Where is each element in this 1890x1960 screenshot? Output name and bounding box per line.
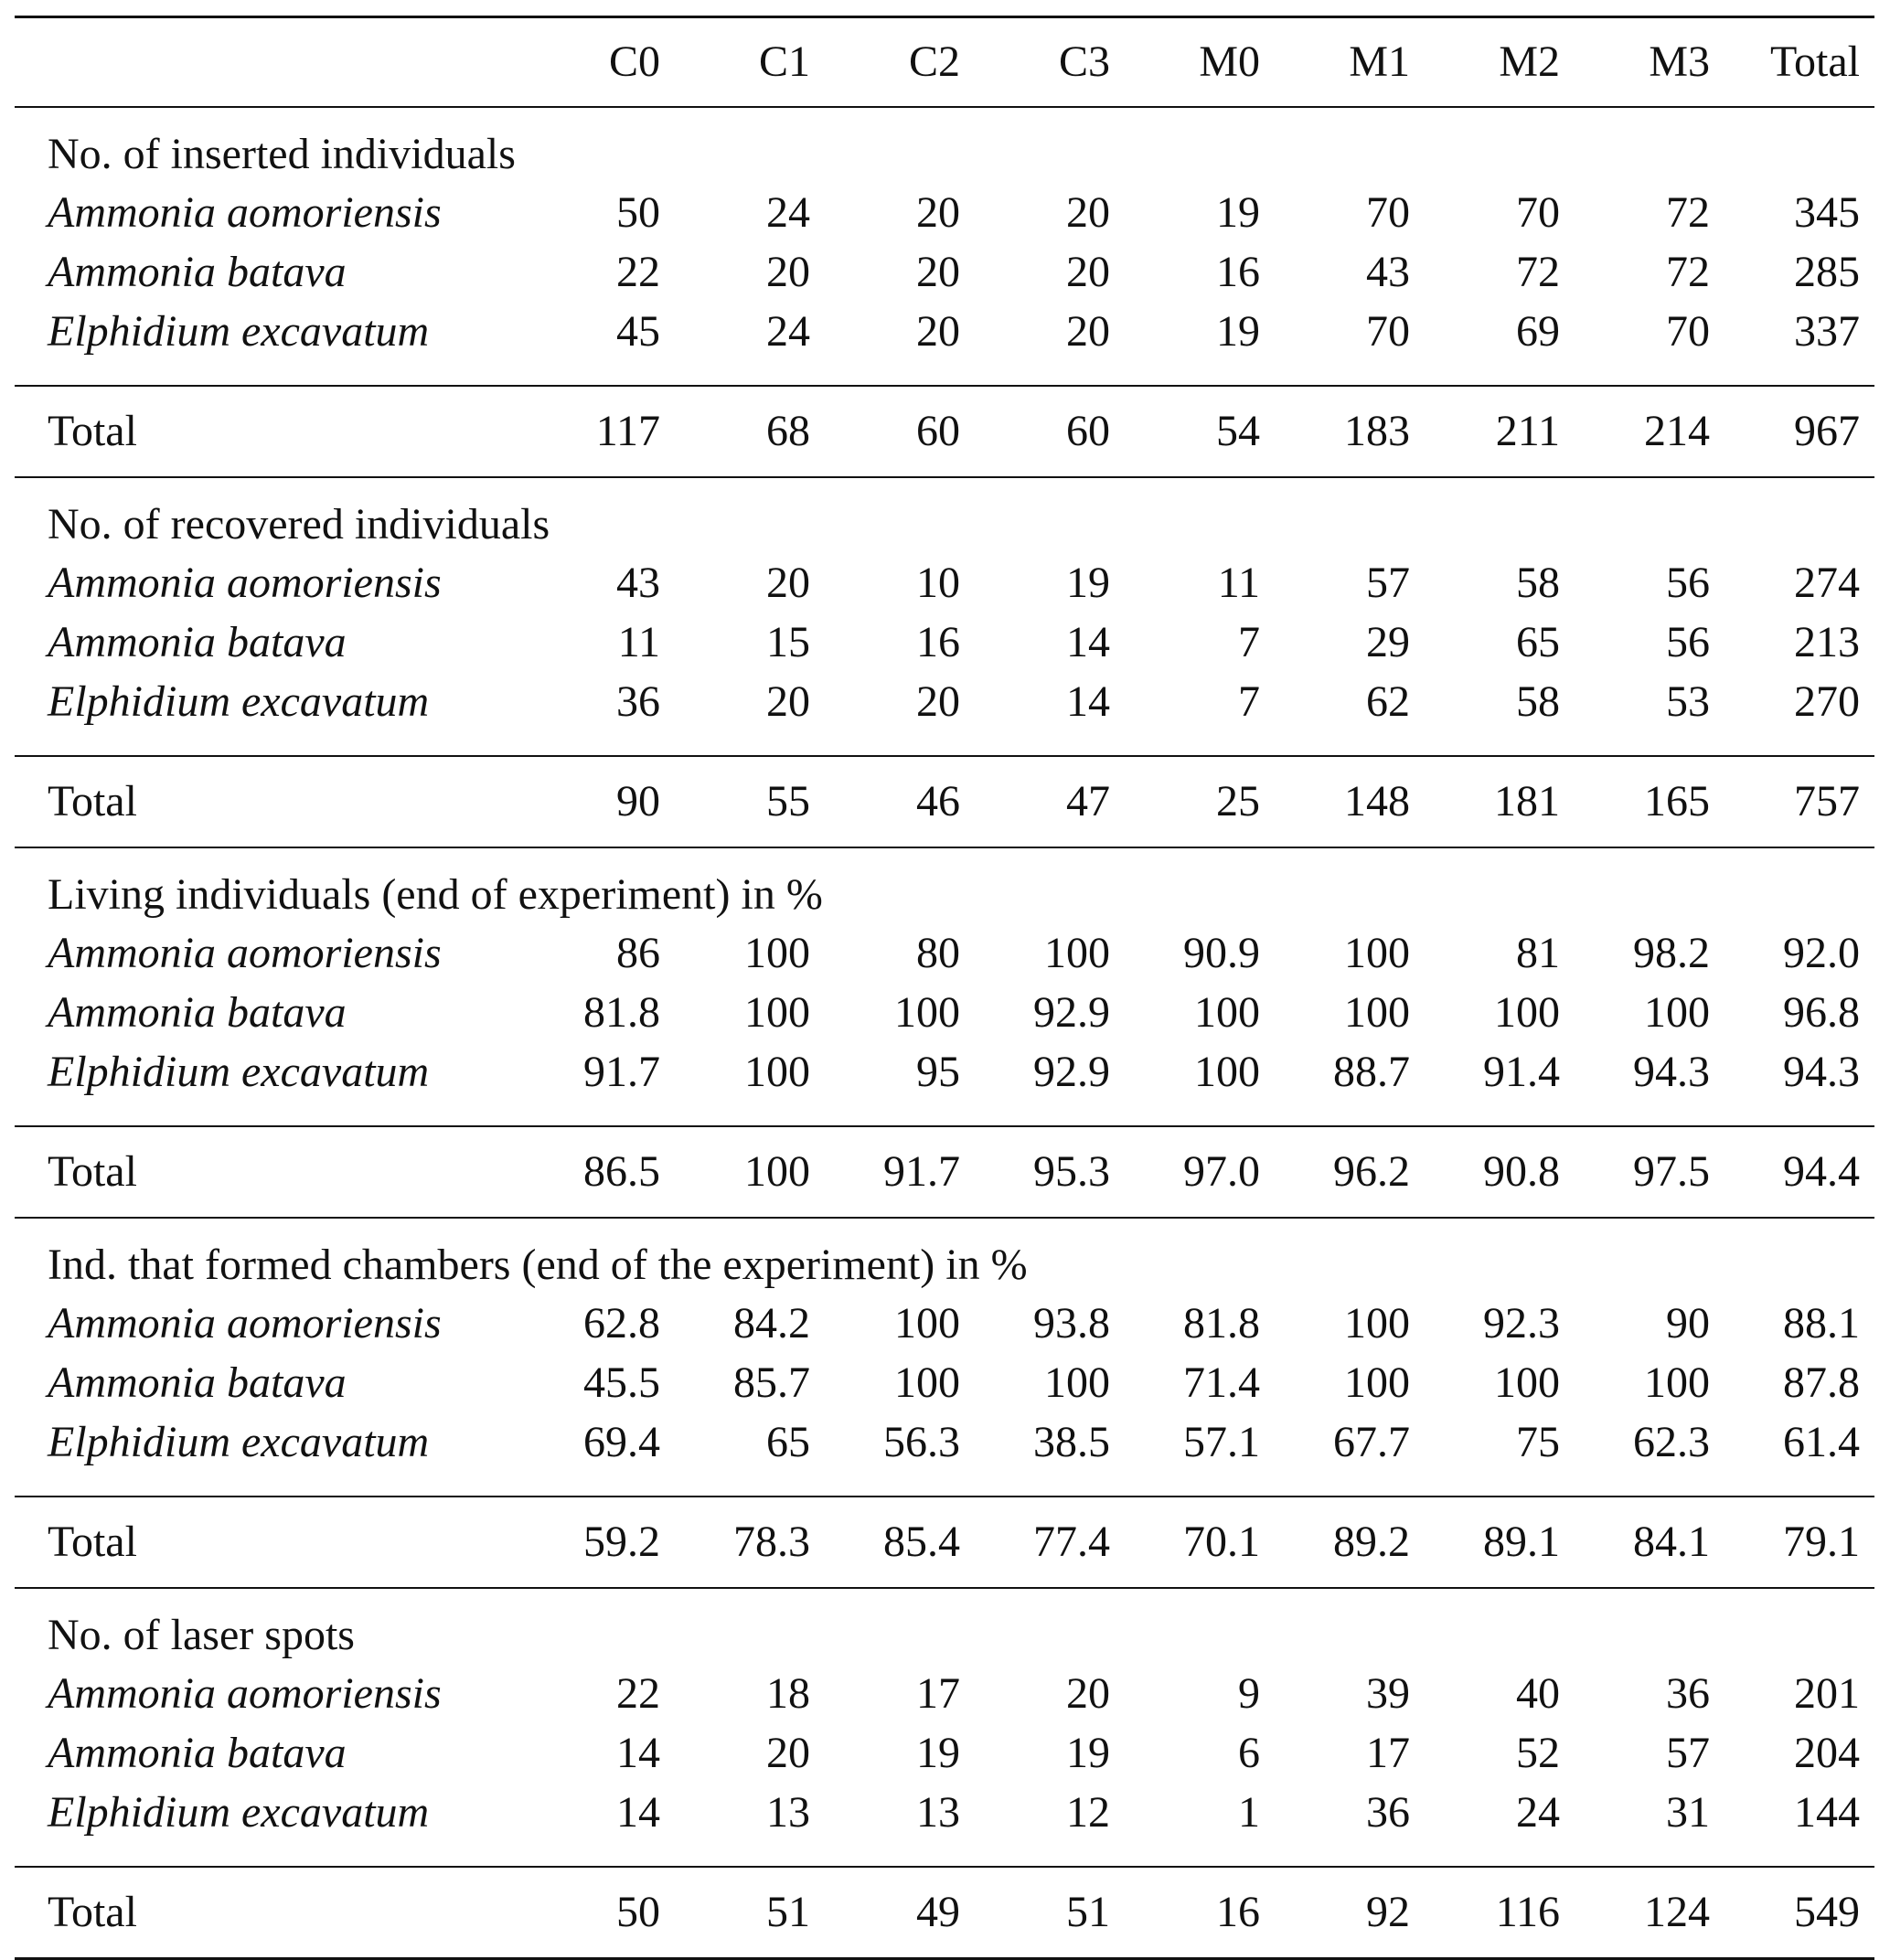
cell-c0: 45 — [616, 306, 660, 356]
cell-m0: 100 — [1194, 1047, 1260, 1096]
species-label: Ammonia aomoriensis — [48, 928, 442, 977]
species-row — [15, 183, 1874, 242]
cell-m0: 90.9 — [1183, 928, 1260, 977]
cell-m2: 70 — [1516, 187, 1560, 237]
cell-m2: 116 — [1495, 1888, 1560, 1936]
cell-c2: 49 — [916, 1888, 960, 1936]
species-label: Ammonia aomoriensis — [48, 558, 442, 607]
cell-m3: 31 — [1666, 1787, 1710, 1837]
cell-c0: 117 — [595, 407, 660, 455]
cell-c2: 16 — [916, 617, 960, 666]
cell-c1: 18 — [766, 1668, 810, 1718]
cell-c2: 46 — [916, 777, 960, 826]
cell-c2: 13 — [916, 1787, 960, 1837]
cell-m2: 58 — [1516, 558, 1560, 607]
cell-c3: 47 — [1066, 777, 1110, 826]
cell-c3: 77.4 — [1033, 1518, 1110, 1566]
cell-m1: 36 — [1366, 1787, 1410, 1837]
cell-m2: 91.4 — [1483, 1047, 1560, 1096]
cell-m3: 100 — [1644, 1358, 1710, 1407]
cell-c3: 19 — [1066, 558, 1110, 607]
cell-m1: 89.2 — [1333, 1518, 1410, 1566]
cell-c1: 51 — [766, 1888, 810, 1936]
cell-c1: 20 — [766, 558, 810, 607]
section-title: Ind. that formed chambers (end of the experiment) in % — [48, 1241, 1028, 1289]
cell-c0: 86.5 — [583, 1147, 660, 1196]
cell-c1: 20 — [766, 676, 810, 726]
cell-m2: 100 — [1494, 1358, 1560, 1407]
cell-c0: 50 — [616, 187, 660, 237]
cell-c2: 95 — [916, 1047, 960, 1096]
cell-m1: 100 — [1344, 928, 1410, 977]
table-body — [15, 108, 1874, 1960]
cell-m3: 214 — [1644, 407, 1710, 455]
cell-c1: 100 — [744, 1147, 810, 1196]
column-header-m0: M0 — [1199, 37, 1260, 86]
cell-total: 270 — [1794, 676, 1860, 726]
cell-c3: 92.9 — [1033, 987, 1110, 1037]
cell-total: 757 — [1794, 777, 1860, 826]
cell-c3: 20 — [1066, 187, 1110, 237]
cell-m1: 100 — [1344, 987, 1410, 1037]
cell-c2: 56.3 — [883, 1417, 960, 1466]
cell-m1: 100 — [1344, 1298, 1410, 1348]
cell-m2: 75 — [1516, 1417, 1560, 1466]
cell-total: 88.1 — [1783, 1298, 1860, 1348]
cell-m0: 71.4 — [1183, 1358, 1260, 1407]
species-label: Elphidium excavatum — [48, 676, 430, 726]
cell-m1: 39 — [1366, 1668, 1410, 1718]
cell-c2: 20 — [916, 676, 960, 726]
cell-m2: 69 — [1516, 306, 1560, 356]
total-label: Total — [48, 1888, 137, 1936]
cell-m2: 181 — [1494, 777, 1560, 826]
cell-c3: 100 — [1044, 928, 1110, 977]
cell-c0: 14 — [616, 1728, 660, 1777]
cell-m1: 70 — [1366, 187, 1410, 237]
cell-c2: 17 — [916, 1668, 960, 1718]
cell-c3: 92.9 — [1033, 1047, 1110, 1096]
species-label: Ammonia batava — [48, 247, 347, 296]
species-row — [15, 1042, 1874, 1102]
total-row — [15, 1497, 1874, 1587]
cell-c3: 20 — [1066, 306, 1110, 356]
cell-total: 96.8 — [1783, 987, 1860, 1037]
cell-c2: 20 — [916, 247, 960, 296]
cell-m3: 70 — [1666, 306, 1710, 356]
cell-c1: 65 — [766, 1417, 810, 1466]
cell-c1: 68 — [766, 407, 810, 455]
cell-c3: 95.3 — [1033, 1147, 1110, 1196]
cell-m1: 29 — [1366, 617, 1410, 666]
cell-total: 144 — [1794, 1787, 1860, 1837]
table-section — [15, 1589, 1874, 1960]
column-header-c1: C1 — [758, 37, 810, 86]
table-section — [15, 848, 1874, 1219]
cell-m1: 96.2 — [1333, 1147, 1410, 1196]
cell-c1: 20 — [766, 1728, 810, 1777]
cell-m0: 57.1 — [1183, 1417, 1260, 1466]
species-row — [15, 1294, 1874, 1353]
column-header-c0: C0 — [608, 37, 660, 86]
cell-m1: 183 — [1344, 407, 1410, 455]
species-label: Ammonia batava — [48, 1728, 347, 1777]
cell-c0: 22 — [616, 1668, 660, 1718]
cell-m3: 90 — [1666, 1298, 1710, 1348]
cell-c1: 24 — [766, 306, 810, 356]
cell-m1: 70 — [1366, 306, 1410, 356]
cell-c3: 19 — [1066, 1728, 1110, 1777]
cell-m2: 58 — [1516, 676, 1560, 726]
cell-c2: 80 — [916, 928, 960, 977]
table-section — [15, 1219, 1874, 1589]
cell-m2: 211 — [1495, 407, 1560, 455]
section-title: No. of inserted individuals — [48, 130, 516, 178]
species-label: Elphidium excavatum — [48, 1047, 430, 1096]
cell-m2: 100 — [1494, 987, 1560, 1037]
cell-c1: 15 — [766, 617, 810, 666]
cell-c2: 91.7 — [883, 1147, 960, 1196]
cell-m3: 84.1 — [1633, 1518, 1710, 1566]
species-row — [15, 1412, 1874, 1472]
species-row — [15, 672, 1874, 731]
cell-m0: 25 — [1216, 777, 1260, 826]
cell-m1: 148 — [1344, 777, 1410, 826]
cell-m1: 57 — [1366, 558, 1410, 607]
cell-m1: 17 — [1366, 1728, 1410, 1777]
cell-total: 87.8 — [1783, 1358, 1860, 1407]
species-label: Ammonia aomoriensis — [48, 1298, 442, 1348]
cell-total: 337 — [1794, 306, 1860, 356]
cell-c3: 12 — [1066, 1787, 1110, 1837]
cell-m0: 19 — [1216, 306, 1260, 356]
cell-m2: 24 — [1516, 1787, 1560, 1837]
cell-m0: 16 — [1216, 1888, 1260, 1936]
species-label: Elphidium excavatum — [48, 306, 430, 356]
cell-c3: 20 — [1066, 247, 1110, 296]
cell-m1: 67.7 — [1333, 1417, 1410, 1466]
cell-c3: 14 — [1066, 676, 1110, 726]
total-label: Total — [48, 1518, 137, 1566]
cell-c0: 36 — [616, 676, 660, 726]
cell-c0: 62.8 — [583, 1298, 660, 1348]
cell-c3: 51 — [1066, 1888, 1110, 1936]
total-row — [15, 387, 1874, 476]
table-section — [15, 478, 1874, 848]
column-header-m3: M3 — [1649, 37, 1710, 86]
species-row — [15, 612, 1874, 672]
species-row — [15, 923, 1874, 983]
cell-m2: 89.1 — [1483, 1518, 1560, 1566]
section-title-row — [15, 1589, 1874, 1664]
column-header-m2: M2 — [1499, 37, 1560, 86]
cell-total: 285 — [1794, 247, 1860, 296]
cell-m0: 19 — [1216, 187, 1260, 237]
cell-m0: 7 — [1238, 676, 1260, 726]
column-header-c3: C3 — [1058, 37, 1110, 86]
cell-m0: 70.1 — [1183, 1518, 1260, 1566]
cell-c0: 43 — [616, 558, 660, 607]
cell-m3: 124 — [1644, 1888, 1710, 1936]
species-row — [15, 1664, 1874, 1723]
cell-c1: 24 — [766, 187, 810, 237]
cell-m3: 36 — [1666, 1668, 1710, 1718]
section-title-row — [15, 108, 1874, 183]
cell-m2: 92.3 — [1483, 1298, 1560, 1348]
cell-m3: 100 — [1644, 987, 1710, 1037]
cell-m0: 16 — [1216, 247, 1260, 296]
species-label: Ammonia batava — [48, 617, 347, 666]
total-label: Total — [48, 407, 137, 455]
total-row — [15, 1127, 1874, 1217]
cell-c2: 100 — [894, 987, 960, 1037]
cell-m2: 72 — [1516, 247, 1560, 296]
cell-c2: 20 — [916, 306, 960, 356]
cell-c0: 91.7 — [583, 1047, 660, 1096]
column-header-c2: C2 — [908, 37, 960, 86]
cell-c0: 11 — [617, 617, 660, 666]
cell-m3: 62.3 — [1633, 1417, 1710, 1466]
cell-total: 967 — [1794, 407, 1860, 455]
cell-c2: 19 — [916, 1728, 960, 1777]
cell-m3: 72 — [1666, 187, 1710, 237]
cell-total: 274 — [1794, 558, 1860, 607]
cell-c3: 93.8 — [1033, 1298, 1110, 1348]
species-row — [15, 1353, 1874, 1412]
species-label: Ammonia batava — [48, 987, 347, 1037]
cell-m1: 100 — [1344, 1358, 1410, 1407]
cell-total: 61.4 — [1783, 1417, 1860, 1466]
cell-m0: 1 — [1238, 1787, 1260, 1837]
species-label: Ammonia aomoriensis — [48, 187, 442, 237]
cell-m3: 56 — [1666, 558, 1710, 607]
species-row — [15, 983, 1874, 1042]
cell-c2: 60 — [916, 407, 960, 455]
cell-c0: 14 — [616, 1787, 660, 1837]
cell-m2: 90.8 — [1483, 1147, 1560, 1196]
cell-c0: 50 — [616, 1888, 660, 1936]
cell-total: 204 — [1794, 1728, 1860, 1777]
species-label: Elphidium excavatum — [48, 1787, 430, 1837]
cell-c0: 45.5 — [583, 1358, 660, 1407]
species-row — [15, 1723, 1874, 1783]
cell-m3: 56 — [1666, 617, 1710, 666]
cell-c3: 20 — [1066, 1668, 1110, 1718]
cell-c1: 100 — [744, 928, 810, 977]
cell-c3: 100 — [1044, 1358, 1110, 1407]
total-row — [15, 757, 1874, 847]
cell-total: 201 — [1794, 1668, 1860, 1718]
cell-c0: 22 — [616, 247, 660, 296]
cell-c2: 10 — [916, 558, 960, 607]
cell-total: 79.1 — [1783, 1518, 1860, 1566]
section-title-row — [15, 848, 1874, 923]
species-row — [15, 302, 1874, 361]
cell-c0: 59.2 — [583, 1518, 660, 1566]
cell-c1: 100 — [744, 1047, 810, 1096]
species-row — [15, 1783, 1874, 1842]
cell-m0: 6 — [1238, 1728, 1260, 1777]
section-title-row — [15, 478, 1874, 553]
cell-m2: 65 — [1516, 617, 1560, 666]
column-header-total: Total — [1770, 37, 1860, 86]
cell-total: 213 — [1794, 617, 1860, 666]
column-header-m1: M1 — [1349, 37, 1410, 86]
cell-c2: 20 — [916, 187, 960, 237]
cell-c0: 69.4 — [583, 1417, 660, 1466]
species-label: Ammonia aomoriensis — [48, 1668, 442, 1718]
total-row — [15, 1868, 1874, 1957]
species-row — [15, 242, 1874, 302]
cell-c0: 90 — [616, 777, 660, 826]
cell-m2: 52 — [1516, 1728, 1560, 1777]
species-row — [15, 553, 1874, 612]
cell-m3: 53 — [1666, 676, 1710, 726]
total-label: Total — [48, 777, 137, 826]
cell-m3: 57 — [1666, 1728, 1710, 1777]
cell-c1: 20 — [766, 247, 810, 296]
section-title: No. of recovered individuals — [48, 500, 550, 549]
total-label: Total — [48, 1147, 137, 1196]
cell-m0: 100 — [1194, 987, 1260, 1037]
cell-c1: 84.2 — [733, 1298, 810, 1348]
section-title: No. of laser spots — [48, 1611, 355, 1659]
cell-m1: 88.7 — [1333, 1047, 1410, 1096]
cell-c1: 78.3 — [733, 1518, 810, 1566]
cell-c3: 14 — [1066, 617, 1110, 666]
cell-m0: 97.0 — [1183, 1147, 1260, 1196]
cell-m0: 7 — [1238, 617, 1260, 666]
cell-total: 345 — [1794, 187, 1860, 237]
cell-total: 94.4 — [1783, 1147, 1860, 1196]
cell-m0: 81.8 — [1183, 1298, 1260, 1348]
cell-m3: 94.3 — [1633, 1047, 1710, 1096]
cell-c2: 100 — [894, 1298, 960, 1348]
cell-c2: 100 — [894, 1358, 960, 1407]
cell-c2: 85.4 — [883, 1518, 960, 1566]
data-table — [15, 16, 1874, 1960]
cell-m0: 54 — [1216, 407, 1260, 455]
cell-c1: 100 — [744, 987, 810, 1037]
cell-c1: 55 — [766, 777, 810, 826]
cell-c0: 86 — [616, 928, 660, 977]
cell-c1: 85.7 — [733, 1358, 810, 1407]
cell-m1: 92 — [1366, 1888, 1410, 1936]
cell-m1: 43 — [1366, 247, 1410, 296]
cell-m3: 98.2 — [1633, 928, 1710, 977]
cell-m1: 62 — [1366, 676, 1410, 726]
cell-total: 94.3 — [1783, 1047, 1860, 1096]
cell-c1: 13 — [766, 1787, 810, 1837]
cell-m3: 72 — [1666, 247, 1710, 296]
species-label: Elphidium excavatum — [48, 1417, 430, 1466]
cell-c3: 60 — [1066, 407, 1110, 455]
header-row — [15, 18, 1874, 106]
cell-c0: 81.8 — [583, 987, 660, 1037]
cell-total: 92.0 — [1783, 928, 1860, 977]
section-title-row — [15, 1219, 1874, 1294]
cell-m3: 165 — [1644, 777, 1710, 826]
cell-m0: 11 — [1217, 558, 1260, 607]
cell-m3: 97.5 — [1633, 1147, 1710, 1196]
section-title: Living individuals (end of experiment) in % — [48, 870, 823, 919]
cell-total: 549 — [1794, 1888, 1860, 1936]
cell-m2: 81 — [1516, 928, 1560, 977]
species-label: Ammonia batava — [48, 1358, 347, 1407]
cell-c3: 38.5 — [1033, 1417, 1110, 1466]
cell-m0: 9 — [1238, 1668, 1260, 1718]
table-section — [15, 108, 1874, 478]
cell-m2: 40 — [1516, 1668, 1560, 1718]
